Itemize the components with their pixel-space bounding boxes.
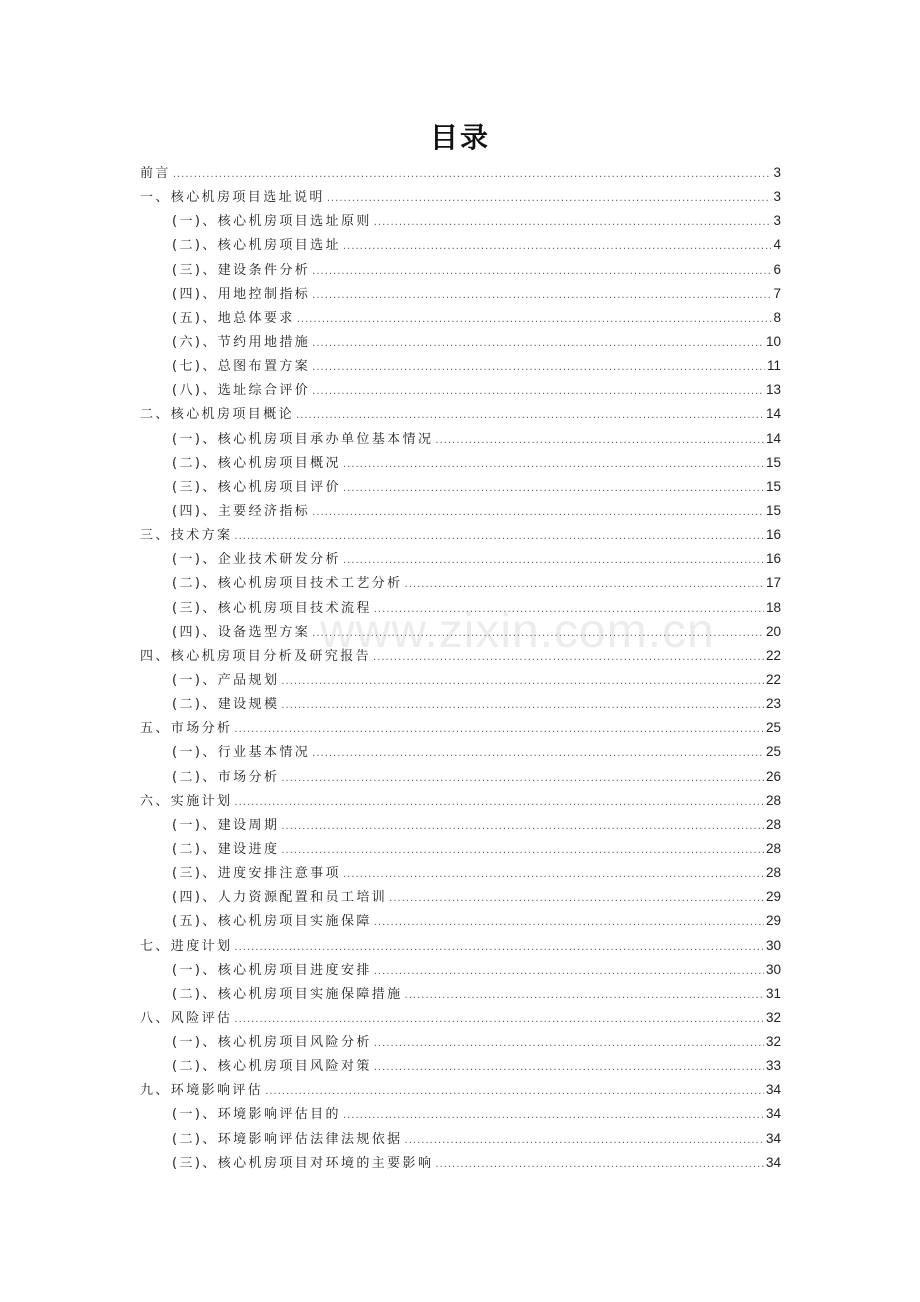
toc-entry[interactable] [140, 837, 781, 861]
toc-entry[interactable] [140, 1151, 781, 1175]
toc-entry-text: (一)、建设周期 [172, 817, 280, 833]
toc-page-number: 22 [765, 647, 781, 663]
dot-leader [374, 911, 764, 935]
toc-page-number: 29 [765, 889, 781, 905]
toc-entry[interactable] [140, 596, 781, 620]
toc-entry[interactable] [140, 765, 781, 789]
toc-entry-text: (三)、核心机房项目技术流程 [172, 600, 372, 616]
dot-leader [234, 718, 764, 742]
toc-entry[interactable] [140, 233, 781, 257]
dot-leader [343, 235, 772, 259]
dot-leader [435, 429, 764, 453]
dot-leader [373, 646, 764, 670]
dot-leader [374, 1032, 764, 1056]
toc-entry-text: (四)、用地控制指标 [172, 286, 311, 302]
toc-page-number: 15 [765, 454, 781, 470]
toc-list [140, 161, 781, 1175]
toc-entry[interactable] [140, 716, 781, 740]
toc-entry[interactable] [140, 982, 781, 1006]
dot-leader [281, 767, 764, 791]
toc-entry-text: (七)、总图布置方案 [172, 359, 311, 375]
toc-page-number: 28 [765, 816, 781, 832]
toc-entry[interactable] [140, 185, 781, 209]
toc-entry[interactable] [140, 499, 781, 523]
toc-page-number: 10 [765, 333, 781, 349]
dot-leader [374, 598, 764, 622]
toc-entry-text: (一)、行业基本情况 [172, 745, 311, 761]
dot-leader [312, 622, 764, 646]
dot-leader [405, 984, 764, 1008]
toc-entry[interactable] [140, 451, 781, 475]
dot-leader [234, 525, 764, 549]
toc-page-number: 32 [765, 1009, 781, 1025]
dot-leader [296, 404, 764, 428]
toc-entry-text: (三)、建设条件分析 [172, 262, 311, 278]
dot-leader [312, 742, 764, 766]
toc-entry[interactable] [140, 1127, 781, 1151]
toc-entry[interactable] [140, 547, 781, 571]
toc-page-number: 3 [773, 213, 781, 229]
toc-page-number: 17 [765, 575, 781, 591]
toc-page-number: 7 [773, 285, 781, 301]
toc-page-number: 14 [765, 430, 781, 446]
toc-entry[interactable] [140, 958, 781, 982]
toc-page-number: 4 [773, 237, 781, 253]
dot-leader [234, 791, 764, 815]
toc-entry[interactable] [140, 934, 781, 958]
dot-leader [343, 549, 764, 573]
toc-entry-text: (二)、建设进度 [172, 841, 280, 857]
toc-page-number: 8 [773, 309, 781, 325]
dot-leader [281, 694, 764, 718]
toc-page-number: 29 [765, 913, 781, 929]
toc-page-number: 26 [765, 768, 781, 784]
toc-page-number: 28 [765, 840, 781, 856]
toc-entry-text: 六、实施计划 [140, 793, 233, 809]
toc-entry-text: (三)、进度安排注意事项 [172, 866, 341, 882]
dot-leader [374, 960, 764, 984]
toc-entry-text: (五)、核心机房项目实施保障 [172, 914, 372, 930]
toc-entry[interactable] [140, 571, 781, 595]
toc-entry-text: (二)、核心机房项目选址 [172, 238, 341, 254]
toc-page-number: 33 [765, 1058, 781, 1074]
toc-entry[interactable] [140, 885, 781, 909]
toc-page-number: 6 [773, 261, 781, 277]
dot-leader [405, 1129, 764, 1153]
toc-page-number: 18 [765, 599, 781, 615]
toc-entry[interactable] [140, 378, 781, 402]
dot-leader [312, 332, 764, 356]
toc-page-number: 30 [765, 961, 781, 977]
toc-page-number: 28 [765, 865, 781, 881]
toc-entry-text: 前言 [140, 166, 171, 181]
toc-page-number: 16 [765, 551, 781, 567]
toc-page-number: 15 [765, 478, 781, 494]
toc-entry-text: (四)、主要经济指标 [172, 503, 311, 519]
toc-entry-text: (八)、选址综合评价 [172, 383, 311, 399]
toc-entry-text: 五、市场分析 [140, 721, 233, 737]
dot-leader [312, 380, 764, 404]
toc-page-number: 28 [765, 792, 781, 808]
toc-page-number: 11 [766, 358, 781, 374]
toc-entry[interactable] [140, 909, 781, 933]
toc-entry[interactable] [140, 740, 781, 764]
toc-entry-text: 四、核心机房项目分析及研究报告 [140, 648, 372, 664]
toc-entry[interactable] [140, 475, 781, 499]
dot-leader [405, 573, 764, 597]
dot-leader [343, 863, 764, 887]
toc-page-number: 32 [765, 1034, 781, 1050]
toc-page-number: 16 [765, 527, 781, 543]
toc-entry[interactable] [140, 1102, 781, 1126]
toc-entry-text: 八、风险评估 [140, 1010, 233, 1026]
toc-entry[interactable] [140, 209, 781, 233]
toc-entry-text: (一)、核心机房项目风险分析 [172, 1035, 372, 1051]
toc-entry[interactable] [140, 1006, 781, 1030]
toc-entry[interactable] [140, 692, 781, 716]
toc-entry[interactable] [140, 1054, 781, 1078]
toc-page-number: 3 [773, 189, 781, 205]
toc-entry[interactable] [140, 306, 781, 330]
toc-entry-text: (四)、设备选型方案 [172, 624, 311, 640]
toc-entry-text: 七、进度计划 [140, 938, 233, 954]
toc-entry-text: (二)、环境影响评估法律法规依据 [172, 1131, 403, 1147]
dot-leader [312, 501, 764, 525]
toc-entry-text: (二)、市场分析 [172, 769, 280, 785]
toc-entry-text: (三)、核心机房项目对环境的主要影响 [172, 1155, 434, 1171]
toc-entry[interactable] [140, 861, 781, 885]
toc-page-number: 34 [765, 1082, 781, 1098]
watermark: www.zixin.com.cn [320, 605, 715, 658]
toc-page-number: 23 [765, 696, 781, 712]
toc-entry[interactable] [140, 161, 781, 185]
toc-page-number: 25 [765, 720, 781, 736]
toc-entry-text: (一)、环境影响评估目的 [172, 1107, 341, 1123]
toc-entry[interactable] [140, 813, 781, 837]
dot-leader [297, 308, 772, 332]
toc-entry[interactable] [140, 620, 781, 644]
toc-page-number: 22 [765, 671, 781, 687]
toc-entry[interactable] [140, 523, 781, 547]
toc-entry-text: (一)、核心机房项目承办单位基本情况 [172, 431, 434, 447]
toc-entry[interactable] [140, 1078, 781, 1102]
toc-entry[interactable] [140, 427, 781, 451]
toc-page-number: 30 [765, 937, 781, 953]
dot-leader [343, 477, 764, 501]
toc-entry-text: (三)、核心机房项目评价 [172, 479, 341, 495]
toc-title: 目录 [429, 121, 490, 154]
dot-leader [312, 284, 771, 308]
dot-leader [281, 839, 764, 863]
dot-leader [374, 1056, 764, 1080]
toc-entry-text: 一、核心机房项目选址说明 [140, 190, 325, 206]
toc-entry-text: 三、技术方案 [140, 528, 233, 544]
toc-entry-text: (二)、核心机房项目概况 [172, 455, 341, 471]
dot-leader [327, 187, 772, 211]
toc-page-number: 31 [765, 985, 781, 1001]
dot-leader [312, 356, 765, 380]
toc-page-number: 13 [765, 382, 781, 398]
toc-page-number: 14 [765, 406, 781, 422]
dot-leader [281, 815, 764, 839]
toc-entry-text: (二)、核心机房项目风险对策 [172, 1059, 372, 1075]
dot-leader [343, 453, 764, 477]
toc-entry[interactable] [140, 668, 781, 692]
toc-page-number: 15 [765, 502, 781, 518]
toc-entry-text: (一)、核心机房项目选址原则 [172, 214, 372, 230]
toc-page-number: 3 [773, 165, 781, 180]
toc-entry[interactable] [140, 330, 781, 354]
dot-leader [389, 887, 764, 911]
toc-page-number: 34 [765, 1106, 781, 1122]
toc-page-number: 34 [765, 1130, 781, 1146]
toc-entry-text: (一)、企业技术研发分析 [172, 552, 341, 568]
dot-leader [374, 211, 772, 235]
toc-entry-text: (一)、产品规划 [172, 672, 280, 688]
dot-leader [173, 163, 772, 187]
dot-leader [343, 1104, 764, 1128]
toc-entry-text: 二、核心机房项目概论 [140, 407, 295, 423]
toc-entry[interactable] [140, 789, 781, 813]
dot-leader [435, 1153, 764, 1177]
toc-entry[interactable] [140, 1030, 781, 1054]
dot-leader [312, 260, 771, 284]
toc-page-number: 34 [765, 1154, 781, 1170]
dot-leader [234, 1008, 764, 1032]
dot-leader [281, 670, 764, 694]
toc-entry-text: (二)、核心机房项目实施保障措施 [172, 986, 403, 1002]
toc-entry-text: (四)、人力资源配置和员工培训 [172, 890, 388, 906]
toc-page-number: 20 [765, 623, 781, 639]
toc-entry[interactable] [140, 644, 781, 668]
toc-page-number: 25 [765, 744, 781, 760]
dot-leader [265, 1080, 764, 1104]
toc-entry[interactable] [140, 282, 781, 306]
toc-entry[interactable] [140, 402, 781, 426]
toc-entry-text: (二)、核心机房项目技术工艺分析 [172, 576, 403, 592]
dot-leader [234, 936, 764, 960]
toc-entry-text: (六)、节约用地措施 [172, 334, 311, 350]
toc-entry-text: (五)、地总体要求 [172, 310, 295, 326]
toc-entry-text: 九、环境影响评估 [140, 1083, 264, 1099]
toc-entry[interactable] [140, 354, 781, 378]
toc-entry-text: (二)、建设规模 [172, 697, 280, 713]
toc-entry[interactable] [140, 258, 781, 282]
toc-entry-text: (一)、核心机房项目进度安排 [172, 962, 372, 978]
